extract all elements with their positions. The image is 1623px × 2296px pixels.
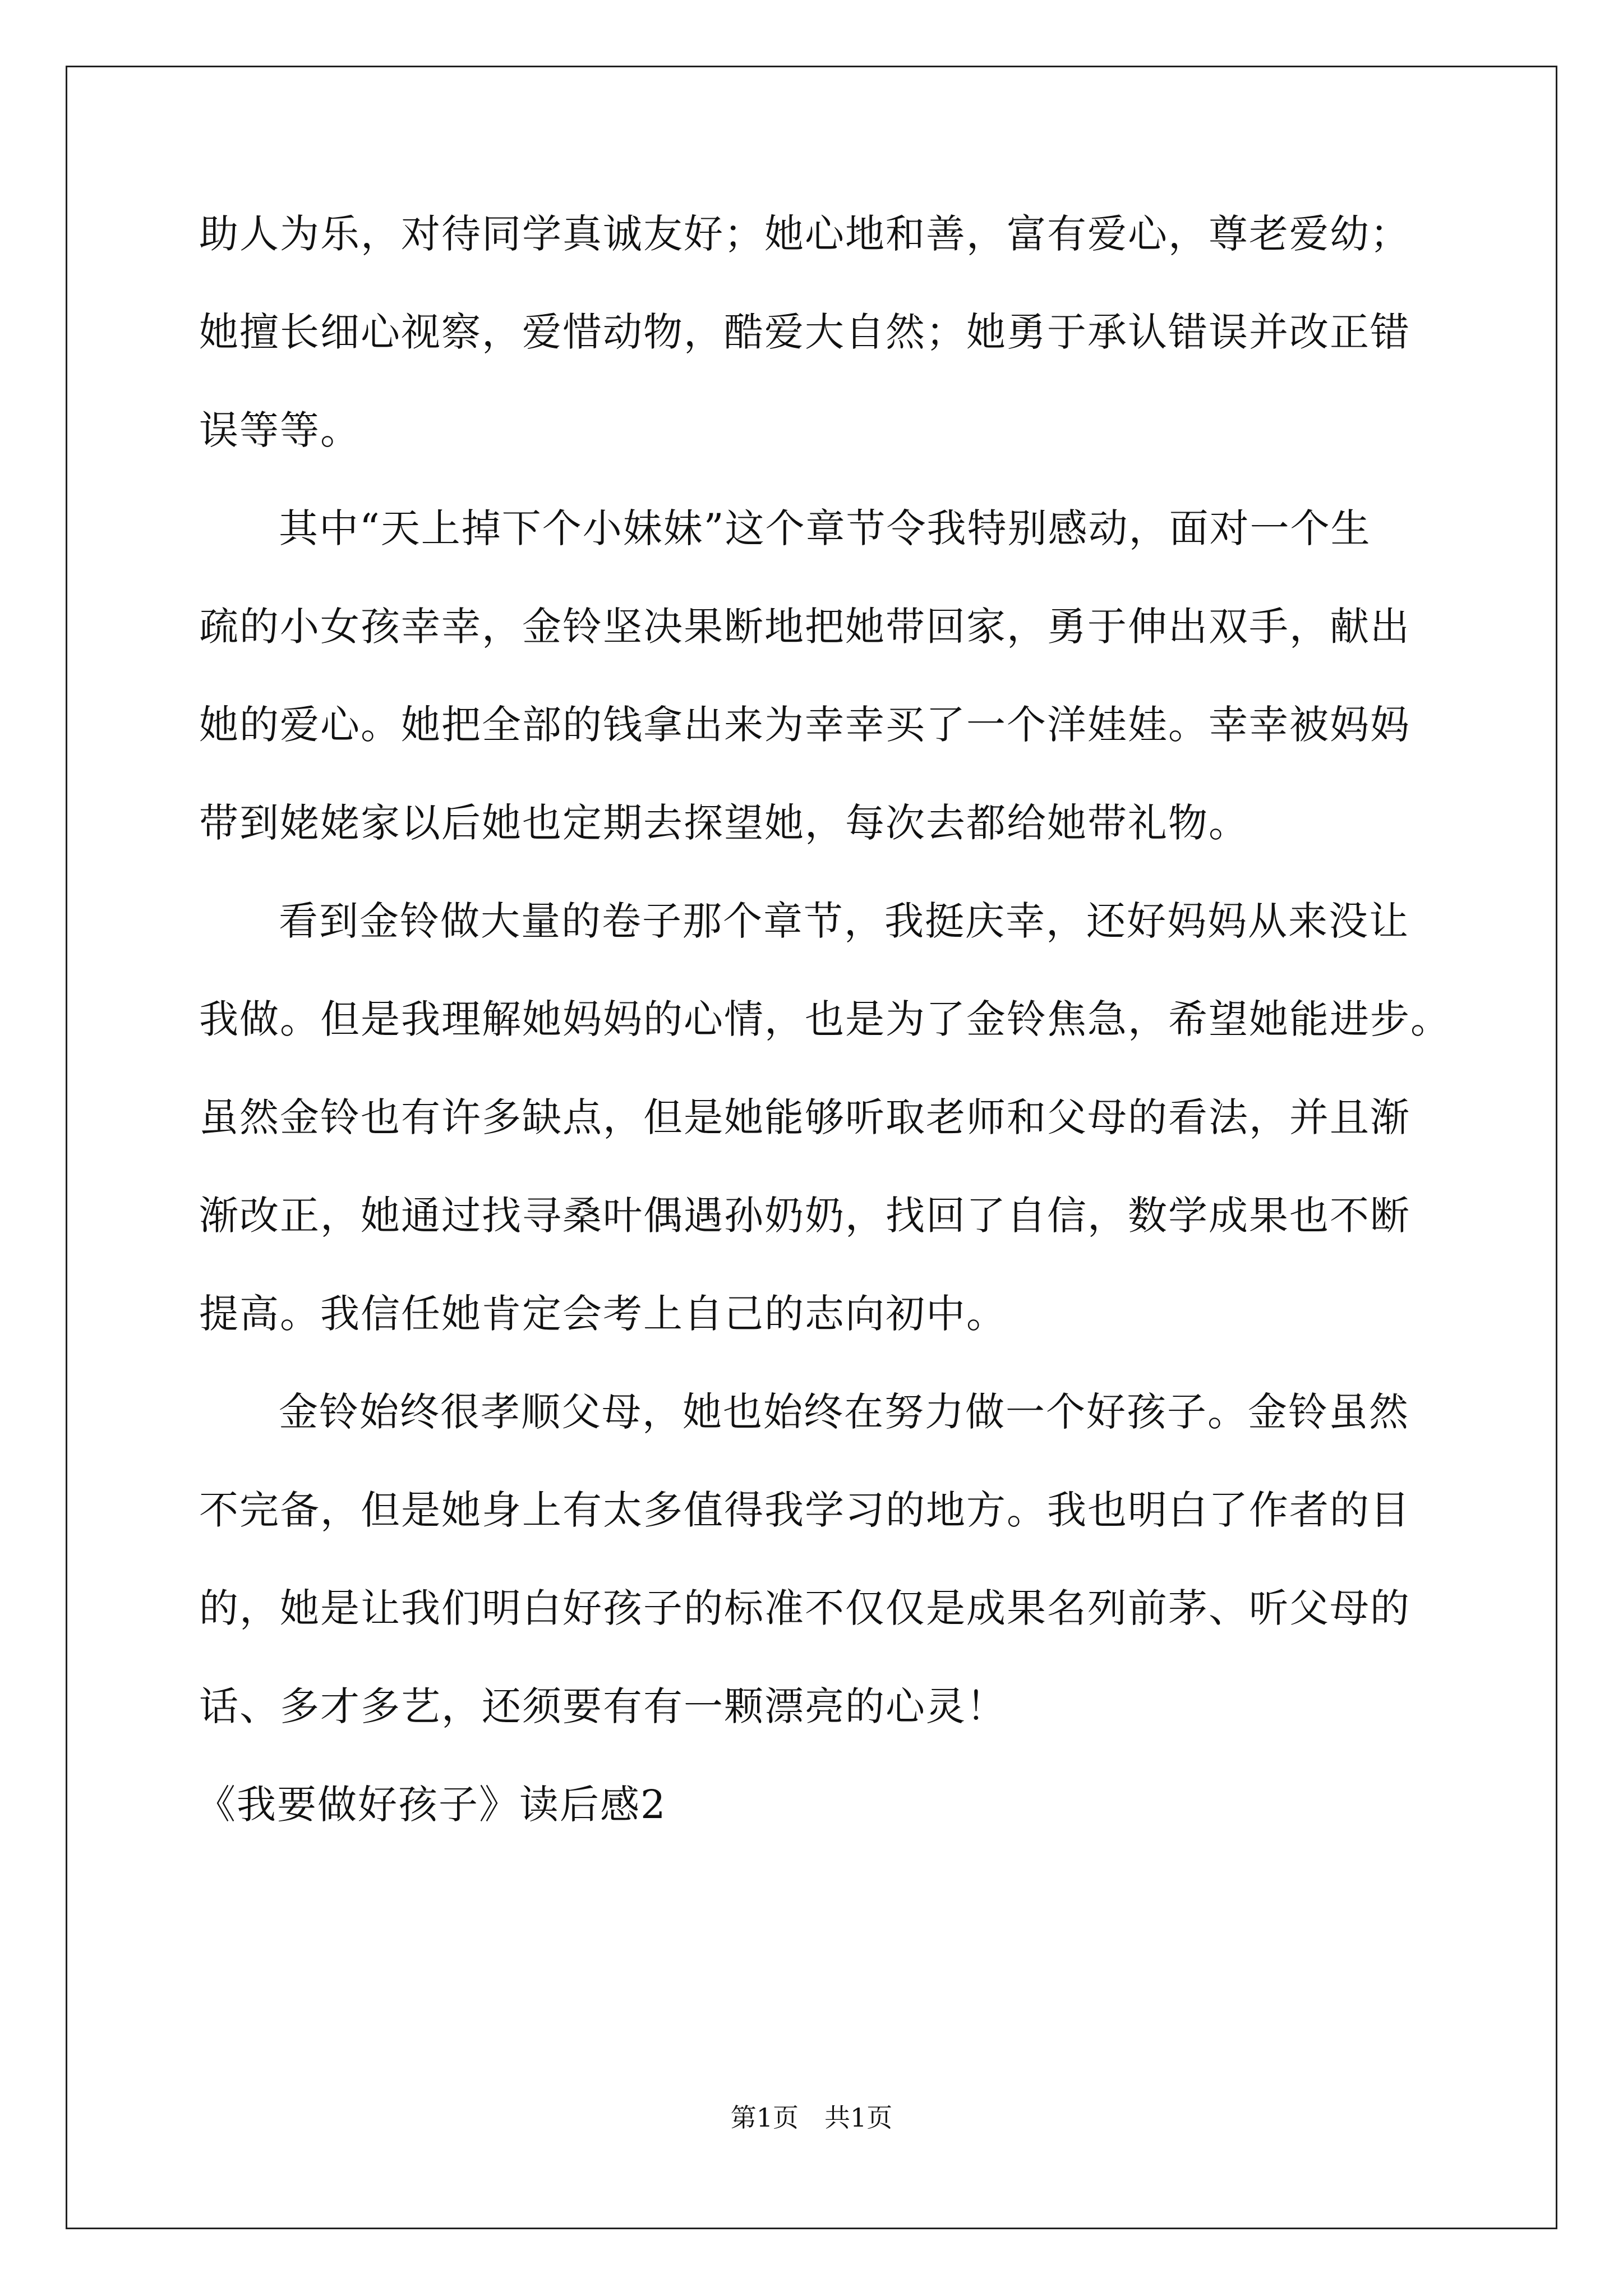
text-line: 助人为乐，对待同学真诚友好；她心地和善，富有爱心，尊老爱幼；	[199, 211, 1410, 257]
text-line: 不完备，但是她身上有太多值得我学习的地方。我也明白了作者的目	[199, 1487, 1410, 1533]
text-line: 话、多才多艺，还须要有有一颗漂亮的心灵！	[199, 1683, 1007, 1729]
text-line: 金铃始终很孝顺父母，她也始终在努力做一个好孩子。金铃虽然	[279, 1389, 1409, 1435]
text-line: 我做。但是我理解她妈妈的心情，也是为了金铃焦急，希望她能进步。	[199, 996, 1451, 1042]
text-line: 带到姥姥家以后她也定期去探望她，每次去都给她带礼物。	[199, 800, 1249, 846]
page-footer: 第1页 共1页	[730, 2102, 893, 2133]
text-line: 提高。我信任她肯定会考上自己的志向初中。	[199, 1291, 1007, 1337]
text-line: 误等等。	[199, 407, 361, 453]
text-line: 她的爱心。她把全部的钱拿出来为幸幸买了一个洋娃娃。幸幸被妈妈	[199, 702, 1410, 748]
text-line: 的，她是让我们明白好孩子的标准不仅仅是成果名列前茅、听父母的	[199, 1585, 1410, 1631]
text-line: 疏的小女孩幸幸，金铃坚决果断地把她带回家，勇于伸出双手，献出	[199, 604, 1410, 650]
section-heading: 《我要做好孩子》读后感2	[196, 1782, 667, 1828]
text-line: 渐改正，她通过找寻桑叶偶遇孙奶奶，找回了自信，数学成果也不断	[199, 1193, 1410, 1239]
text-line: 她擅长细心视察，爱惜动物，酷爱大自然；她勇于承认错误并改正错	[199, 309, 1410, 355]
text-line: 看到金铃做大量的卷子那个章节，我挺庆幸，还好妈妈从来没让	[279, 898, 1409, 944]
text-line: 其中“天上掉下个小妹妹”这个章节令我特别感动，面对一个生	[279, 505, 1371, 551]
text-line: 虽然金铃也有许多缺点，但是她能够听取老师和父母的看法，并且渐	[199, 1094, 1410, 1140]
page-frame	[66, 66, 1557, 2229]
